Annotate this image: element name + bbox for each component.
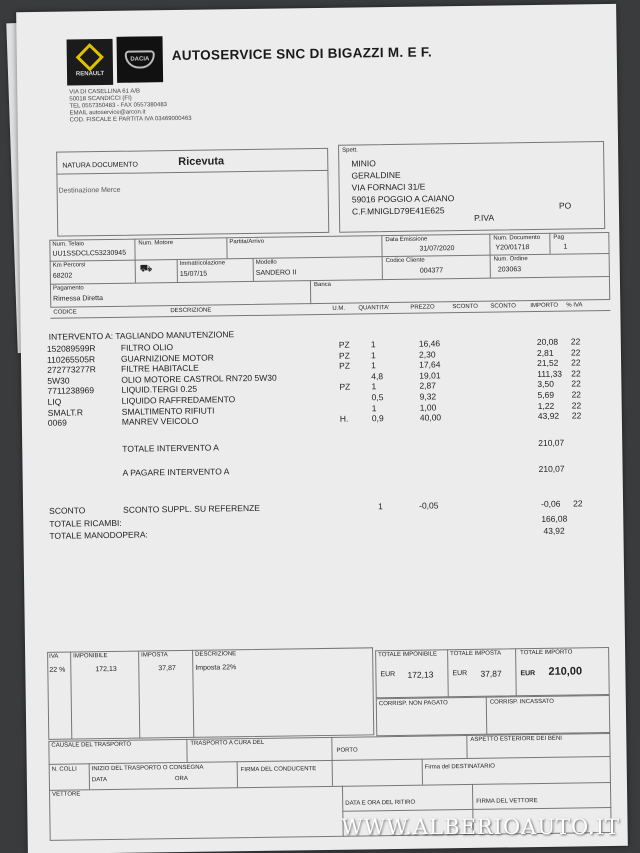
item-code: 0069 — [47, 417, 67, 429]
item-amount: 43,92 — [537, 410, 560, 422]
iva-summary-box — [47, 647, 374, 740]
item-description: FILTRO OLIO — [120, 342, 174, 353]
totale-manodopera-label: TOTALE MANODOPERA: — [49, 529, 148, 541]
receipt-document — [16, 4, 628, 853]
item-unit: PZ — [338, 339, 350, 350]
imponibile-value: 172,13 — [95, 665, 117, 674]
totale-ricambi-value: 166,08 — [541, 513, 568, 524]
province: PO — [558, 200, 572, 211]
corrisp-incassato-label: CORRISP. INCASSATO — [489, 698, 554, 706]
item-description: LIQUIDO RAFFREDAMENTO — [121, 394, 236, 406]
item-price: 19,01 — [419, 370, 441, 381]
natura-documento-label: NATURA DOCUMENTO — [62, 161, 138, 170]
intervento-title: INTERVENTO A: TAGLIANDO MANUTENZIONE — [48, 329, 235, 342]
porto-label: PORTO — [336, 747, 358, 754]
company-address: VIA DI CASELLINA 61 A/B 50018 SCANDICCI (FI) TEL 0557350483 - FAX 0557380483 EMAIL autoservice@arcon.it COD. FISCALE E PARTITA IVA 03469000463 — [69, 88, 192, 124]
item-quantity: 1 — [370, 339, 376, 350]
line-item — [22, 410, 622, 429]
km-value: 68202 — [52, 272, 73, 280]
tot-imposta-value: 37,87 — [480, 668, 502, 679]
item-quantity: 1 — [371, 402, 377, 413]
item-iva: 22 — [571, 389, 582, 400]
tot-importo-label: TOTALE IMPORTO — [520, 649, 573, 657]
num-documento-value: Y20/01718 — [495, 244, 530, 252]
pag-label: Pag — [553, 234, 565, 241]
immatricolazione-label: Immatricolazione — [179, 260, 226, 267]
motore-label: Num. Motore — [138, 240, 174, 247]
ora-label: ORA — [174, 775, 188, 783]
item-amount: 3,50 — [537, 379, 555, 390]
imponibile-label: IMPONIBILE — [73, 653, 108, 660]
natura-documento-value: Ricevuta — [178, 155, 225, 168]
vettore-label: VETTORE — [52, 791, 81, 798]
item-iva: 22 — [571, 410, 582, 421]
destinazione-label: Destinazione Merce — [58, 186, 121, 195]
data-emissione-value: 31/07/2020 — [419, 245, 455, 253]
item-iva: 22 — [571, 357, 581, 368]
totale-intervento-label: TOTALE INTERVENTO A — [122, 442, 220, 454]
item-code: 7711238969 — [47, 385, 95, 397]
data-ora-ritiro-label: DATA E ORA DEL RITIRO — [345, 799, 416, 807]
item-code: 272773277R — [47, 364, 96, 376]
item-description: FILTRE HABITACLE — [121, 362, 199, 374]
item-amount: 20,08 — [536, 336, 559, 347]
imposta-value: 37,87 — [158, 665, 176, 673]
company-name: AUTOSERVICE SNC DI BIGAZZI M. E F. — [171, 44, 433, 64]
a-pagare-value: 210,07 — [538, 463, 565, 474]
dacia-shield-icon: DACIA — [125, 50, 155, 68]
telaio-label: Num. Telaio — [52, 241, 85, 248]
car-icon: ⛟ — [139, 263, 153, 275]
tot-imposta-currency: EUR — [452, 669, 468, 678]
aspetto-label: ASPETTO ESTERIORE DEI BENI — [470, 735, 562, 743]
renault-wordmark: RENAULT — [75, 71, 105, 78]
tot-importo-currency: EUR — [520, 670, 536, 678]
pag-value: 1 — [563, 243, 568, 251]
item-amount: 5,69 — [537, 389, 555, 400]
item-unit: H. — [339, 413, 349, 424]
item-quantity: 0,9 — [371, 413, 384, 424]
item-unit: PZ — [339, 360, 351, 371]
codice-cliente-label: Codice Cliente — [385, 257, 425, 265]
item-unit: PZ — [338, 350, 350, 361]
item-description: LIQUID.TERGI 0.25 — [121, 384, 198, 396]
km-label: Km Percorsi — [52, 262, 86, 269]
item-unit: PZ — [339, 381, 351, 393]
item-quantity: 1 — [371, 360, 376, 371]
renault-logo — [67, 39, 114, 86]
n-colli-label: N. COLLI — [51, 766, 77, 773]
item-amount: 1,22 — [537, 400, 555, 411]
immatricolazione-value: 15/07/15 — [179, 270, 208, 278]
item-amount: 2,81 — [536, 347, 554, 358]
item-price: 17,64 — [419, 359, 441, 370]
item-iva: 22 — [571, 399, 582, 411]
num-documento-label: Num. Documento — [493, 234, 541, 242]
data-emissione-label: Data Emissione — [385, 236, 428, 244]
item-code: SMALT.R — [47, 406, 84, 418]
tot-imponibile-value: 172,13 — [407, 669, 434, 680]
corrisp-non-pagato-label: CORRISP. NON PAGATO — [378, 700, 448, 708]
item-description: OLIO MOTORE CASTROL RN720 5W30 — [121, 372, 277, 385]
item-quantity: 4,8 — [371, 370, 384, 382]
sconto-row: SCONTO SCONTO SUPPL. SU REFERENZE 1 -0,05 -0,06 22 — [49, 498, 583, 516]
tot-imposta-label: TOTALE IMPOSTA — [450, 650, 502, 658]
item-iva: 22 — [571, 378, 581, 389]
piva-label: P.IVA — [473, 212, 495, 223]
item-amount: 21,52 — [537, 357, 559, 369]
item-price: 2,87 — [419, 380, 437, 392]
item-quantity: 1 — [371, 381, 377, 392]
firma-vettore-label: FIRMA DEL VETTORE — [476, 798, 538, 805]
dacia-logo — [117, 36, 164, 83]
totale-ricambi-label: TOTALE RICAMBI: — [49, 517, 122, 529]
item-code: 110265505R — [46, 353, 96, 365]
tot-importo-value: 210,00 — [548, 665, 583, 678]
item-iva: 22 — [571, 368, 581, 379]
pagamento-label: Pagamento — [52, 285, 84, 292]
firma-destinatario-label: Firma del DESTINATARIO — [424, 763, 495, 771]
imposta-label: IMPOSTA — [141, 652, 168, 659]
telaio-value: UU1SSDCLC53230945 — [52, 249, 127, 258]
causale-label: CAUSALE DEL TRASPORTO — [51, 741, 132, 749]
item-price: 16,46 — [418, 338, 441, 349]
item-description: MANREV VEICOLO — [121, 415, 199, 427]
item-amount: 111,33 — [537, 368, 563, 379]
pagamento-value: Rimessa Diretta — [53, 295, 104, 303]
tot-imponibile-label: TOTALE IMPONIBILE — [378, 651, 437, 659]
data-label: DATA — [91, 777, 108, 784]
item-iva: 22 — [570, 336, 581, 347]
tot-imponibile-currency: EUR — [380, 671, 396, 679]
item-price: 9,32 — [419, 391, 437, 402]
descrizione-label: DESCRIZIONE — [195, 651, 237, 658]
item-price: 2,30 — [418, 349, 436, 360]
item-code: 5W30 — [47, 375, 70, 386]
a-pagare-label: A PAGARE INTERVENTO A — [122, 466, 230, 478]
banca-label: Banca — [313, 281, 332, 289]
column-header-row: CODICE DESCRIZIONE U.M. QUANTITA' PREZZO SCONTO SCONTO IMPORTO % IVA — [53, 302, 583, 316]
iva-value: 22 % — [49, 666, 66, 674]
renault-diamond-icon — [76, 43, 104, 71]
item-price: 40,00 — [419, 412, 442, 423]
item-code: LIQ — [47, 396, 62, 407]
item-iva: 22 — [570, 346, 581, 358]
customer-address: MINIO GERALDINE VIA FORNACI 31/E 59016 POGGIO A CAIANO C.F.MNIGLD79E41E625 — [351, 158, 455, 217]
totale-intervento-value: 210,07 — [538, 437, 565, 448]
descrizione-value: Imposta 22% — [195, 664, 237, 672]
item-description: SMALTIMENTO RIFIUTI — [121, 405, 215, 417]
item-price: 1,00 — [419, 401, 437, 413]
num-ordine-label: Num. Ordine — [493, 256, 528, 263]
item-code: 152089599R — [46, 343, 96, 354]
spett-label: Spett. — [342, 147, 358, 154]
modello-label: Modello — [255, 259, 277, 266]
watermark: WWW.ALBERIOAUTO.IT — [341, 815, 620, 839]
item-quantity: 1 — [370, 349, 376, 360]
item-quantity: 0,5 — [371, 392, 384, 403]
totale-manodopera-value: 43,92 — [543, 525, 565, 536]
trasporto-cura-label: TRASPORTO A CURA DEL — [190, 739, 265, 747]
item-description: GUARNIZIONE MOTOR — [120, 352, 214, 364]
inizio-trasporto-label: INIZIO DEL TRASPORTO O CONSEGNA — [91, 764, 204, 773]
modello-value: SANDERO II — [255, 269, 297, 277]
iva-label: IVA — [49, 653, 59, 660]
firma-conducente-label: FIRMA DEL CONDUCENTE — [240, 766, 317, 774]
num-ordine-value: 203063 — [497, 266, 522, 274]
codice-cliente-value: 004377 — [419, 267, 444, 275]
partita-label: Partita/Arrivo — [229, 238, 265, 246]
